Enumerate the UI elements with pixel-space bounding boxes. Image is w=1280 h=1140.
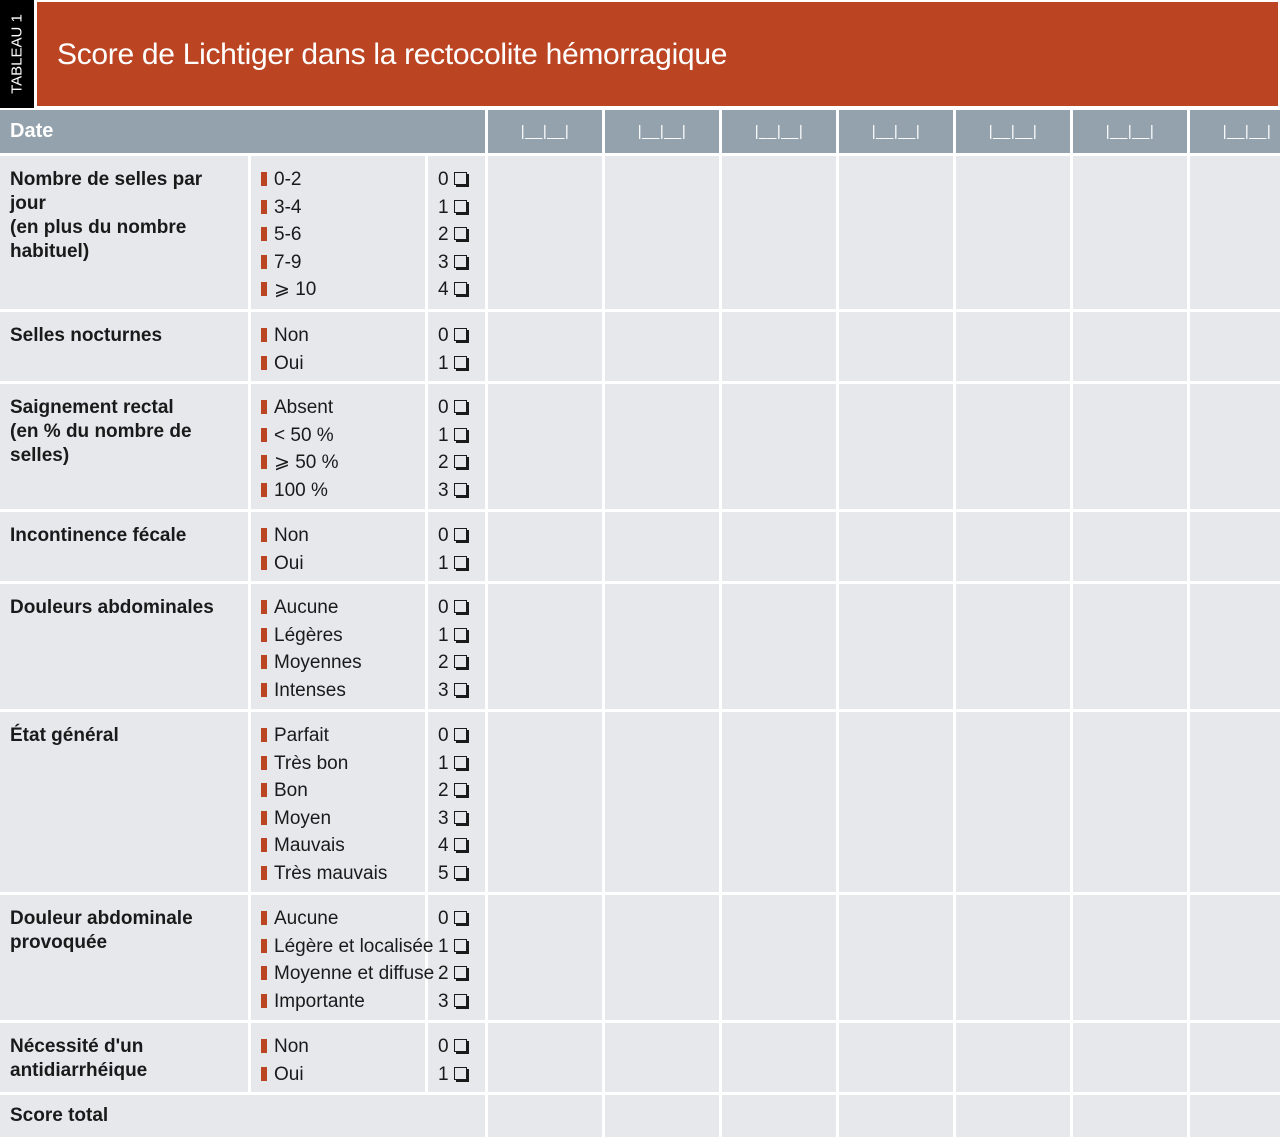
score-value: 2 (438, 452, 449, 473)
score-entry-cell[interactable] (1190, 1023, 1280, 1092)
checkbox-icon[interactable] (454, 911, 467, 924)
option-label: Importante (274, 990, 365, 1012)
bullet-icon (261, 866, 267, 880)
criterion-text: Incontinence fécale (10, 525, 187, 546)
score-value: 1 (438, 424, 449, 446)
checkbox-icon[interactable] (454, 528, 467, 541)
total-entry-cell[interactable] (605, 1095, 719, 1137)
score-entry-cell[interactable] (488, 712, 602, 892)
checkbox-icon[interactable] (454, 556, 467, 569)
bullet-icon (261, 428, 267, 442)
score-entry-cell[interactable] (488, 384, 602, 509)
score-entry-cell[interactable] (956, 312, 1070, 381)
option-item (261, 479, 425, 507)
score-value: 3 (438, 479, 449, 501)
option-label: 0-2 (274, 169, 302, 190)
option-item (261, 862, 425, 890)
score-value: 0 (438, 397, 449, 418)
scores-cell (428, 312, 485, 381)
option-item (261, 424, 425, 452)
score-value: 4 (438, 835, 449, 856)
bullet-icon (261, 994, 267, 1008)
score-entry-cell[interactable] (839, 895, 953, 1020)
score-value: 1 (438, 352, 449, 374)
criterion-text: Nécessité d'un (10, 1036, 144, 1057)
option-label: Mauvais (274, 835, 345, 856)
score-entry-cell[interactable] (956, 156, 1070, 309)
criterion-label (0, 1023, 248, 1092)
option-item (261, 990, 425, 1018)
option-item (261, 834, 425, 862)
score-entry-cell[interactable] (605, 512, 719, 581)
table-number-tab (0, 0, 34, 108)
option-label: Non (274, 1036, 309, 1057)
option-label: Moyennes (274, 652, 362, 673)
checkbox-icon[interactable] (454, 172, 467, 185)
score-entry-cell[interactable] (839, 156, 953, 309)
score-value: 1 (438, 196, 449, 218)
option-item (261, 624, 425, 652)
score-option (438, 1063, 485, 1091)
score-entry-cell[interactable] (605, 312, 719, 381)
option-label: Moyen (274, 807, 332, 829)
score-option (438, 935, 485, 963)
score-option (438, 679, 485, 707)
score-entry-cell[interactable] (722, 895, 836, 1020)
score-option (438, 223, 485, 251)
date-slot[interactable]: |__|__| (956, 110, 1070, 153)
scores-cell (428, 1023, 485, 1092)
score-entry-cell[interactable] (488, 895, 602, 1020)
options-cell (251, 895, 435, 1020)
checkbox-icon[interactable] (454, 756, 467, 769)
score-entry-cell[interactable] (488, 512, 602, 581)
option-label: Aucune (274, 597, 339, 618)
scores-cell (428, 156, 485, 309)
score-option (438, 752, 485, 780)
bullet-icon (261, 556, 267, 570)
bullet-icon (261, 1067, 267, 1081)
option-item (261, 1063, 425, 1091)
option-item (261, 752, 425, 780)
date-row (0, 110, 1280, 153)
criterion-text: Douleurs abdominales (10, 597, 214, 618)
score-entry-cell[interactable] (1190, 156, 1280, 309)
option-item (261, 251, 425, 279)
option-label: Légères (274, 624, 343, 646)
score-entry-cell[interactable] (722, 384, 836, 509)
score-entry-cell[interactable] (839, 384, 953, 509)
criterion-label (0, 156, 248, 309)
option-item (261, 396, 425, 424)
score-entry-cell[interactable] (1190, 312, 1280, 381)
option-label: Non (274, 525, 309, 546)
criterion-text: provoquée (10, 932, 108, 953)
criterion-row (0, 312, 1280, 381)
option-label: Moyenne et diffuse (274, 963, 435, 984)
checkbox-icon[interactable] (454, 455, 467, 468)
total-row (0, 1095, 1280, 1137)
score-entry-cell[interactable] (1073, 512, 1187, 581)
bullet-icon (261, 600, 267, 614)
score-option (438, 651, 485, 679)
score-option (438, 352, 485, 380)
score-value: 0 (438, 725, 449, 746)
checkbox-icon[interactable] (454, 255, 467, 268)
score-table-body (0, 110, 1280, 1137)
score-entry-cell[interactable] (839, 1023, 953, 1092)
option-item (261, 168, 425, 196)
score-entry-cell[interactable] (722, 512, 836, 581)
score-entry-cell[interactable] (722, 312, 836, 381)
score-option (438, 962, 485, 990)
score-entry-cell[interactable] (1190, 712, 1280, 892)
checkbox-icon[interactable] (454, 811, 467, 824)
options-cell (251, 384, 425, 509)
score-entry-cell[interactable] (605, 156, 719, 309)
options-cell (251, 312, 425, 381)
score-entry-cell[interactable] (839, 512, 953, 581)
checkbox-icon[interactable] (454, 282, 467, 295)
score-entry-cell[interactable] (722, 156, 836, 309)
total-entry-cell[interactable] (1073, 1095, 1187, 1137)
score-value: 1 (438, 1063, 449, 1085)
option-label: Absent (274, 397, 334, 418)
option-label: 100 % (274, 479, 328, 501)
option-item (261, 962, 435, 990)
score-entry-cell[interactable] (1073, 156, 1187, 309)
checkbox-icon[interactable] (454, 783, 467, 796)
option-label: Oui (274, 352, 304, 374)
score-option (438, 324, 485, 352)
checkbox-icon[interactable] (454, 1067, 467, 1080)
table-number-label: TABLEAU 1 (8, 14, 26, 94)
criterion-row (0, 895, 1280, 1020)
score-option (438, 552, 485, 580)
checkbox-icon[interactable] (454, 600, 467, 613)
score-entry-cell[interactable] (605, 584, 719, 709)
options-cell (251, 512, 425, 581)
option-label: Oui (274, 1063, 304, 1085)
score-entry-cell[interactable] (956, 512, 1070, 581)
option-label: Très bon (274, 752, 349, 774)
score-option (438, 451, 485, 479)
scores-cell (428, 584, 485, 709)
criterion-text: Saignement rectal (10, 397, 174, 418)
options-cell (251, 584, 425, 709)
total-entry-cell[interactable] (956, 1095, 1070, 1137)
bullet-icon (261, 328, 267, 342)
checkbox-icon[interactable] (454, 428, 467, 441)
bullet-icon (261, 1039, 267, 1053)
bullet-icon (261, 200, 267, 214)
criterion-row (0, 584, 1280, 709)
bullet-icon (261, 683, 267, 697)
scores-cell (428, 895, 485, 1020)
score-entry-cell[interactable] (722, 1023, 836, 1092)
criterion-label (0, 895, 248, 1020)
criterion-row (0, 384, 1280, 509)
option-label: 5-6 (274, 224, 302, 245)
score-option (438, 624, 485, 652)
option-label: Bon (274, 780, 308, 801)
criterion-label (0, 312, 248, 381)
criterion-row (0, 156, 1280, 309)
total-entry-cell[interactable] (1190, 1095, 1280, 1137)
score-value: 4 (438, 279, 449, 300)
bullet-icon (261, 356, 267, 370)
score-value: 3 (438, 990, 449, 1012)
score-value: 3 (438, 807, 449, 829)
score-option (438, 807, 485, 835)
criterion-label (0, 512, 248, 581)
checkbox-icon[interactable] (454, 356, 467, 369)
score-entry-cell[interactable] (605, 384, 719, 509)
score-entry-cell[interactable] (1073, 584, 1187, 709)
checkbox-icon[interactable] (454, 994, 467, 1007)
bullet-icon (261, 455, 267, 469)
checkbox-icon[interactable] (454, 728, 467, 741)
date-slot[interactable]: |__|__| (605, 110, 719, 153)
scores-cell (428, 384, 485, 509)
bullet-icon (261, 911, 267, 925)
score-value: 0 (438, 1036, 449, 1057)
option-label: 3-4 (274, 196, 302, 218)
bullet-icon (261, 939, 267, 953)
score-value: 1 (438, 752, 449, 774)
checkbox-icon[interactable] (454, 1039, 467, 1052)
option-item (261, 907, 425, 935)
date-label: Date (0, 110, 485, 153)
score-entry-cell[interactable] (839, 312, 953, 381)
score-entry-cell[interactable] (1073, 895, 1187, 1020)
score-table (0, 107, 1280, 1140)
score-entry-cell[interactable] (488, 156, 602, 309)
score-option (438, 424, 485, 452)
page-title: Score de Lichtiger dans la rectocolite hémorragique (57, 38, 728, 71)
checkbox-icon[interactable] (454, 483, 467, 496)
checkbox-icon[interactable] (454, 866, 467, 879)
score-option (438, 479, 485, 507)
score-option (438, 862, 485, 890)
checkbox-icon[interactable] (454, 966, 467, 979)
score-entry-cell[interactable] (839, 712, 953, 892)
criterion-text: État général (10, 725, 119, 746)
score-option (438, 196, 485, 224)
score-value: 1 (438, 624, 449, 646)
option-item (261, 679, 425, 707)
option-item (261, 223, 425, 251)
options-cell (251, 1023, 425, 1092)
checkbox-icon[interactable] (454, 200, 467, 213)
score-entry-cell[interactable] (956, 384, 1070, 509)
score-value: 2 (438, 963, 449, 984)
score-entry-cell[interactable] (956, 1023, 1070, 1092)
score-entry-cell[interactable] (956, 584, 1070, 709)
score-entry-cell[interactable] (1073, 384, 1187, 509)
options-cell (251, 156, 425, 309)
score-option (438, 779, 485, 807)
date-slot[interactable]: |__|__| (1190, 110, 1280, 153)
criterion-text: Selles nocturnes (10, 325, 163, 346)
criterion-text: (en % du nombre de selles) (10, 421, 192, 466)
scores-cell (428, 712, 485, 892)
checkbox-icon[interactable] (454, 400, 467, 413)
checkbox-icon[interactable] (454, 939, 467, 952)
checkbox-icon[interactable] (454, 628, 467, 641)
option-item (261, 352, 425, 380)
option-item (261, 779, 425, 807)
score-option (438, 396, 485, 424)
option-item (261, 596, 425, 624)
criterion-label (0, 584, 248, 709)
score-value: 1 (438, 552, 449, 574)
total-label: Score total (0, 1095, 485, 1137)
option-label: ⩾ 50 % (274, 452, 339, 473)
score-value: 2 (438, 224, 449, 245)
option-label: Non (274, 325, 309, 346)
score-value: 3 (438, 251, 449, 273)
score-entry-cell[interactable] (605, 1023, 719, 1092)
score-option (438, 1035, 485, 1063)
score-option (438, 596, 485, 624)
date-slot[interactable]: |__|__| (722, 110, 836, 153)
score-entry-cell[interactable] (839, 584, 953, 709)
bullet-icon (261, 756, 267, 770)
option-item (261, 651, 425, 679)
criterion-text: Douleur abdominale (10, 908, 193, 929)
checkbox-icon[interactable] (454, 655, 467, 668)
option-item (261, 1035, 425, 1063)
option-label: Oui (274, 552, 304, 574)
option-item (261, 807, 425, 835)
scores-cell (428, 512, 485, 581)
date-slot[interactable]: |__|__| (488, 110, 602, 153)
criterion-text: (en plus du nombre habituel) (10, 217, 187, 262)
table-header (0, 0, 1280, 108)
score-value: 0 (438, 908, 449, 929)
score-entry-cell[interactable] (488, 584, 602, 709)
score-value: 2 (438, 780, 449, 801)
bullet-icon (261, 811, 267, 825)
option-item (261, 524, 425, 552)
score-entry-cell[interactable] (1073, 712, 1187, 892)
score-option (438, 724, 485, 752)
score-entry-cell[interactable] (1073, 1023, 1187, 1092)
criterion-label (0, 712, 248, 892)
bullet-icon (261, 528, 267, 542)
score-value: 2 (438, 652, 449, 673)
option-label: < 50 % (274, 424, 334, 446)
title-bar (37, 2, 1278, 106)
score-entry-cell[interactable] (1190, 895, 1280, 1020)
bullet-icon (261, 400, 267, 414)
option-item (261, 278, 425, 306)
checkbox-icon[interactable] (454, 328, 467, 341)
score-value: 3 (438, 679, 449, 701)
criterion-row (0, 1023, 1280, 1092)
bullet-icon (261, 783, 267, 797)
checkbox-icon[interactable] (454, 683, 467, 696)
total-entry-cell[interactable] (488, 1095, 602, 1137)
score-option (438, 907, 485, 935)
score-entry-cell[interactable] (1190, 584, 1280, 709)
option-label: 7-9 (274, 251, 302, 273)
score-value: 5 (438, 862, 449, 884)
score-option (438, 990, 485, 1018)
score-option (438, 278, 485, 306)
score-option (438, 251, 485, 279)
bullet-icon (261, 483, 267, 497)
option-label: Aucune (274, 908, 339, 929)
bullet-icon (261, 838, 267, 852)
option-label: Parfait (274, 725, 329, 746)
score-value: 1 (438, 935, 449, 957)
total-entry-cell[interactable] (722, 1095, 836, 1137)
score-option (438, 524, 485, 552)
score-entry-cell[interactable] (1190, 384, 1280, 509)
checkbox-icon[interactable] (454, 838, 467, 851)
option-item (261, 324, 425, 352)
option-label: Intenses (274, 679, 346, 701)
checkbox-icon[interactable] (454, 227, 467, 240)
score-entry-cell[interactable] (488, 312, 602, 381)
score-entry-cell[interactable] (1073, 312, 1187, 381)
score-entry-cell[interactable] (956, 895, 1070, 1020)
bullet-icon (261, 728, 267, 742)
option-item (261, 196, 425, 224)
option-item (261, 935, 434, 963)
bullet-icon (261, 282, 267, 296)
score-option (438, 168, 485, 196)
date-slot[interactable]: |__|__| (839, 110, 953, 153)
bullet-icon (261, 172, 267, 186)
criterion-text: antidiarrhéique (10, 1060, 148, 1081)
score-value: 0 (438, 325, 449, 346)
total-entry-cell[interactable] (839, 1095, 953, 1137)
bullet-icon (261, 628, 267, 642)
score-value: 0 (438, 597, 449, 618)
score-entry-cell[interactable] (722, 584, 836, 709)
option-item (261, 451, 425, 479)
score-entry-cell[interactable] (605, 895, 719, 1020)
option-label: Très mauvais (274, 862, 388, 884)
option-item (261, 724, 425, 752)
score-entry-cell[interactable] (722, 712, 836, 892)
options-cell (251, 712, 425, 892)
bullet-icon (261, 255, 267, 269)
score-option (438, 834, 485, 862)
score-entry-cell[interactable] (956, 712, 1070, 892)
criterion-label (0, 384, 248, 509)
score-entry-cell[interactable] (488, 1023, 602, 1092)
option-item (261, 552, 425, 580)
option-label: Légère et localisée (274, 935, 434, 957)
bullet-icon (261, 655, 267, 669)
date-slot[interactable]: |__|__| (1073, 110, 1187, 153)
bullet-icon (261, 227, 267, 241)
score-entry-cell[interactable] (605, 712, 719, 892)
score-value: 0 (438, 525, 449, 546)
criterion-text: Nombre de selles par jour (10, 169, 203, 214)
bullet-icon (261, 966, 267, 980)
criterion-row (0, 712, 1280, 892)
score-entry-cell[interactable] (1190, 512, 1280, 581)
score-value: 0 (438, 169, 449, 190)
criterion-row (0, 512, 1280, 581)
option-label: ⩾ 10 (274, 279, 317, 300)
